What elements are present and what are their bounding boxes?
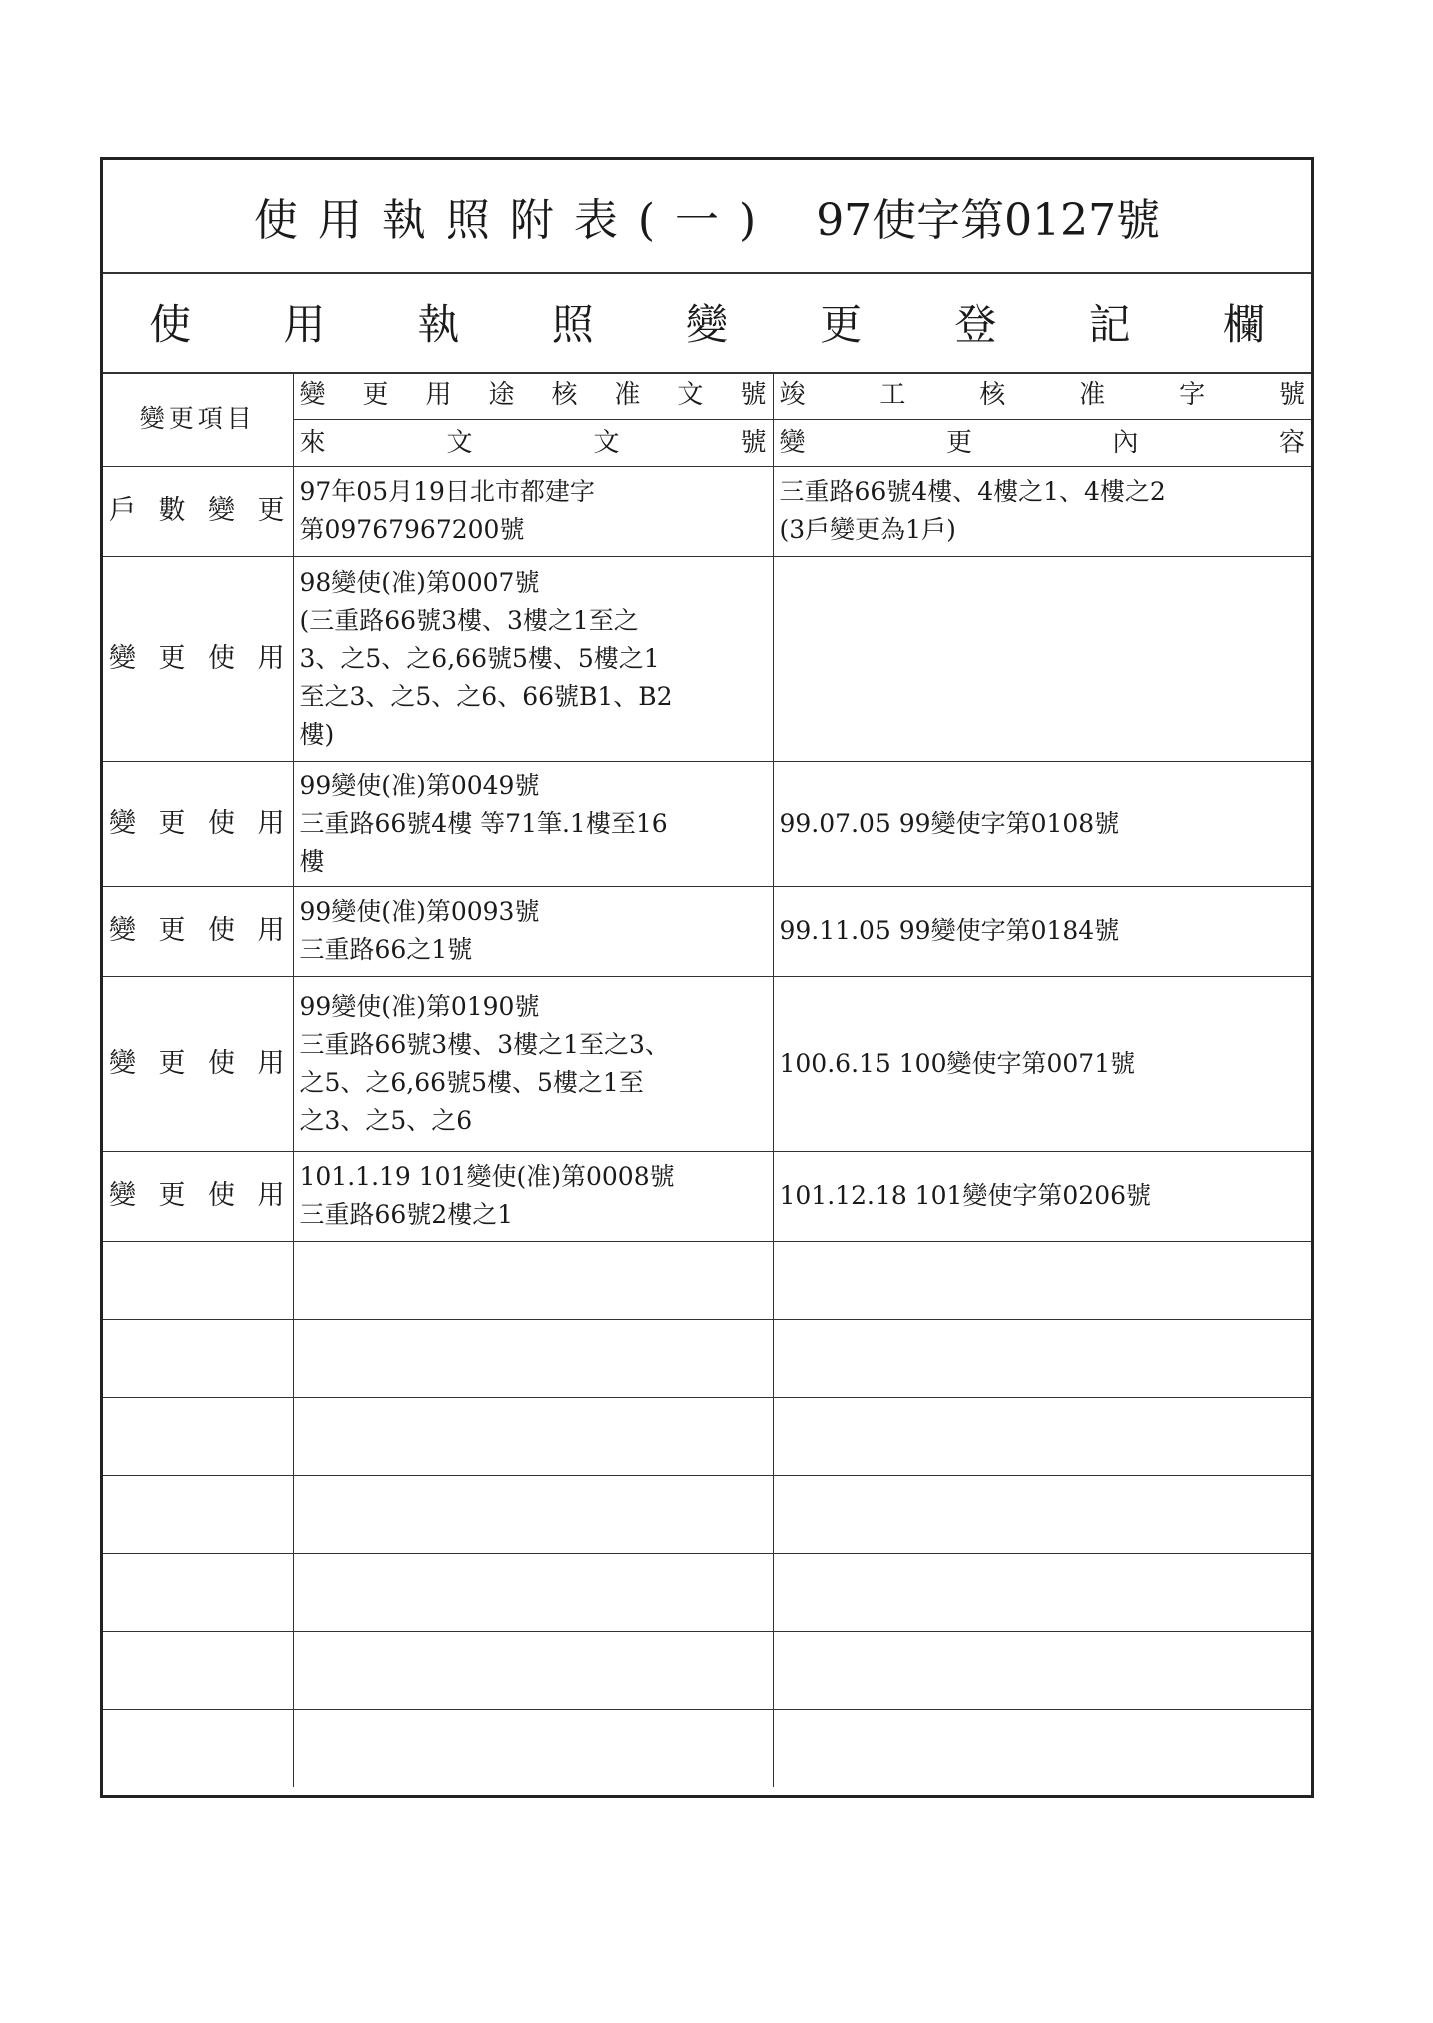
item-char: 使 — [208, 807, 235, 839]
header-incoming-doc — [293, 419, 773, 466]
table-row — [103, 556, 1311, 761]
hdr-char: 工 — [879, 380, 906, 411]
item-char: 更 — [158, 642, 186, 674]
empty-cell — [293, 1553, 773, 1631]
item-char: 用 — [257, 1180, 285, 1211]
empty-cell — [773, 1241, 1311, 1319]
header-item: 變更項目 — [103, 372, 293, 466]
hdr-char: 號 — [740, 427, 767, 458]
item-char: 變 — [109, 1180, 136, 1211]
subtitle-char: 變 — [685, 300, 728, 349]
item-char: 變 — [109, 1047, 136, 1079]
hdr-char: 內 — [1112, 427, 1139, 458]
empty-row — [103, 1709, 1311, 1787]
table-row — [103, 886, 1311, 976]
hdr-char: 途 — [488, 380, 515, 411]
empty-cell — [293, 1631, 773, 1709]
hdr-char: 變 — [779, 427, 806, 458]
row-completion: 100.6.15 100變使字第0071號 — [773, 976, 1311, 1151]
item-char: 變 — [109, 807, 136, 839]
empty-cell — [103, 1631, 293, 1709]
empty-cell — [103, 1241, 293, 1319]
header-change-content — [773, 419, 1311, 466]
row-completion: 101.12.18 101變使字第0206號 — [773, 1151, 1311, 1241]
row-completion — [773, 556, 1311, 761]
hdr-char: 文 — [593, 427, 620, 458]
empty-row — [103, 1319, 1311, 1397]
item-char: 用 — [257, 1047, 285, 1079]
header-approval-doc — [293, 372, 773, 419]
item-char: 更 — [158, 1047, 186, 1079]
row-item — [103, 556, 293, 761]
item-char: 使 — [208, 642, 235, 674]
header-completion-no — [773, 372, 1311, 419]
item-char: 變 — [109, 642, 136, 674]
hdr-char: 核 — [551, 380, 578, 411]
empty-row — [103, 1241, 1311, 1319]
row-doc-number: 101.1.19 101變使(准)第0008號 三重路66號2樓之1 — [293, 1151, 773, 1241]
empty-cell — [773, 1631, 1311, 1709]
subtitle-char: 登 — [954, 300, 997, 349]
table-row — [103, 761, 1311, 886]
item-char: 更 — [158, 807, 186, 839]
subtitle-char: 更 — [820, 300, 863, 349]
item-char: 用 — [257, 807, 285, 839]
form-subtitle — [103, 272, 1311, 374]
empty-cell — [103, 1397, 293, 1475]
hdr-char: 准 — [614, 380, 641, 411]
hdr-char: 容 — [1278, 427, 1305, 458]
row-doc-number: 97年05月19日北市都建字 第09767967200號 — [293, 466, 773, 556]
item-char: 使 — [208, 1180, 235, 1211]
empty-cell — [773, 1475, 1311, 1553]
empty-cell — [293, 1319, 773, 1397]
empty-cell — [293, 1241, 773, 1319]
row-item — [103, 886, 293, 976]
hdr-char: 號 — [1278, 380, 1305, 411]
table-row — [103, 466, 1311, 556]
empty-row — [103, 1475, 1311, 1553]
empty-row — [103, 1397, 1311, 1475]
row-completion: 99.11.05 99變使字第0184號 — [773, 886, 1311, 976]
item-char: 戶 — [109, 495, 136, 526]
form-title — [103, 160, 1311, 274]
row-item — [103, 761, 293, 886]
license-number: 97使字第0127號 — [816, 195, 1161, 246]
hdr-char: 變 — [299, 380, 326, 411]
row-completion: 99.07.05 99變使字第0108號 — [773, 761, 1311, 886]
row-completion: 三重路66號4樓、4樓之1、4樓之2 (3戶變更為1戶) — [773, 466, 1311, 556]
subtitle-char: 使 — [149, 300, 192, 349]
hdr-char: 文 — [446, 427, 473, 458]
empty-cell — [293, 1709, 773, 1787]
item-char: 使 — [208, 915, 235, 946]
table-row — [103, 1151, 1311, 1241]
hdr-char: 核 — [979, 380, 1006, 411]
change-record-table — [103, 372, 1311, 1787]
hdr-char: 文 — [677, 380, 704, 411]
item-char: 變 — [109, 915, 136, 946]
item-char: 更 — [158, 1180, 186, 1211]
item-char: 更 — [158, 915, 186, 946]
empty-row — [103, 1553, 1311, 1631]
subtitle-char: 記 — [1088, 300, 1131, 349]
empty-cell — [773, 1397, 1311, 1475]
hdr-char: 竣 — [779, 380, 806, 411]
empty-cell — [293, 1475, 773, 1553]
hdr-char: 來 — [299, 427, 326, 458]
item-char: 變 — [208, 495, 235, 526]
form-name: 使用執照附表(一) — [253, 195, 777, 246]
item-char: 更 — [257, 495, 285, 526]
row-doc-number: 98變使(准)第0007號 (三重路66號3樓、3樓之1至之 3、之5、之6,66號5樓、5樓之1 至之3、之5、之6、66號B1、B2 樓) — [293, 556, 773, 761]
hdr-char: 准 — [1079, 380, 1106, 411]
empty-cell — [103, 1709, 293, 1787]
empty-cell — [773, 1553, 1311, 1631]
empty-cell — [103, 1475, 293, 1553]
subtitle-char: 欄 — [1222, 300, 1265, 349]
row-doc-number: 99變使(准)第0190號 三重路66號3樓、3樓之1至之3、 之5、之6,66號5樓、5樓之1至 之3、之5、之6 — [293, 976, 773, 1151]
row-item — [103, 1151, 293, 1241]
hdr-char: 更 — [362, 380, 389, 411]
empty-cell — [103, 1319, 293, 1397]
header-row-top — [103, 372, 1311, 419]
hdr-char: 字 — [1179, 380, 1206, 411]
license-form-frame — [100, 157, 1314, 1798]
subtitle-char: 照 — [551, 300, 594, 349]
empty-cell — [773, 1709, 1311, 1787]
table-row — [103, 976, 1311, 1151]
empty-row — [103, 1631, 1311, 1709]
empty-cell — [773, 1319, 1311, 1397]
row-doc-number: 99變使(准)第0093號 三重路66之1號 — [293, 886, 773, 976]
hdr-char: 用 — [425, 380, 452, 411]
hdr-char: 更 — [945, 427, 972, 458]
item-char: 用 — [257, 642, 285, 674]
row-item — [103, 976, 293, 1151]
empty-cell — [293, 1397, 773, 1475]
hdr-char: 號 — [740, 380, 767, 411]
row-doc-number: 99變使(准)第0049號 三重路66號4樓 等71筆.1樓至16 樓 — [293, 761, 773, 886]
row-item — [103, 466, 293, 556]
subtitle-char: 用 — [283, 300, 326, 349]
subtitle-char: 執 — [417, 300, 460, 349]
empty-cell — [103, 1553, 293, 1631]
item-char: 數 — [158, 495, 186, 526]
item-char: 使 — [208, 1047, 235, 1079]
item-char: 用 — [257, 915, 285, 946]
